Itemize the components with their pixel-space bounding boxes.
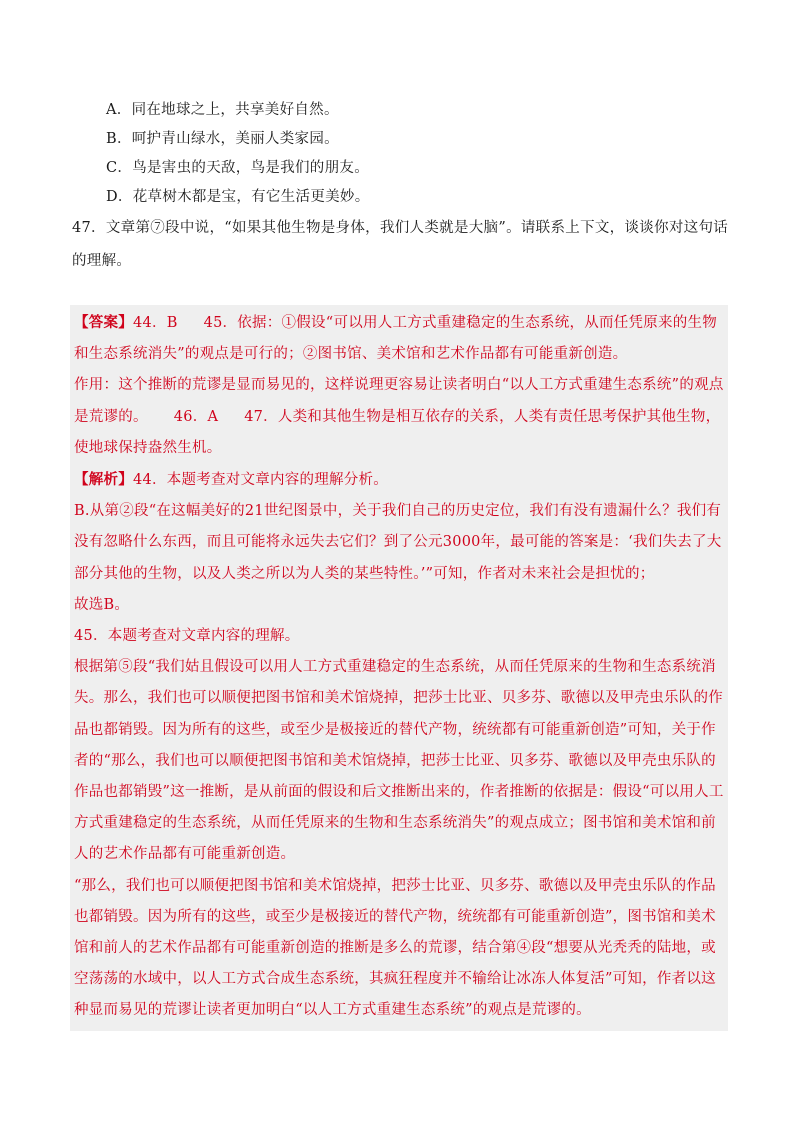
- question-46-options: [72, 96, 732, 212]
- analysis-45-body-2: “那么，我们也可以顺便把图书馆和美术馆烧掉，把莎士比亚、贝多芬、歌德以及甲壳虫乐队的作品也都销毁。因为所有的这些，或至少是极接近的替代产物，统统都有可能重新创造”，图书馆和美术馆和前人的艺术作品都有可能重新创造的推断是多么的荒谬，结合第④段“想要从光秃秃的陆地，或空荡荡的水域中，以人工方式合成生态系统，其疯狂程度并不输给让冰冻人体复活”可知，作者以这种显而易见的荒谬让读者更加明白“以人工方式重建生态系统”的观点是荒谬的。: [74, 877, 716, 1019]
- option-c: C．鸟是害虫的天敌，鸟是我们的朋友。: [106, 160, 369, 176]
- answer-46: 46．A: [173, 408, 219, 425]
- answer-analysis-block: [70, 305, 728, 1031]
- question-47: 47．文章第⑦段中说，“如果其他生物是身体，我们人类就是大脑”。请联系上下文，谈谈你对这句话的理解。: [72, 220, 729, 269]
- answer-44: 44．B: [133, 315, 178, 331]
- analysis-45-intro: 45．本题考查对文章内容的理解。: [74, 628, 300, 645]
- analysis-tag: 【解析】: [74, 471, 133, 489]
- answer-tag: 【答案】: [74, 314, 133, 331]
- option-a: A．同在地球之上，共享美好自然。: [106, 102, 339, 118]
- analysis-44-intro-text: 44．本题考查对文章内容的理解分析。: [133, 472, 388, 489]
- answer-47: 47．人类和其他生物是相互依存的关系，人类有责任思考保护其他生物，使地球保持盎然生机。: [74, 408, 721, 456]
- option-d: D．花草树木都是宝，有它生活更美妙。: [106, 189, 370, 205]
- answer-paragraph: [74, 307, 724, 370]
- option-b: B．呵护青山绿水，美丽人类家园。: [106, 131, 339, 147]
- answer-45-effect: 作用：这个推断的荒谬是显而易见的，这样说理更容易让读者明白“以人工方式重建生态系统”的观点是荒谬的。: [74, 377, 724, 425]
- analysis-44-conclusion: 故选B。: [74, 596, 130, 613]
- analysis-45-body-1: 根据第⑤段“我们姑且假设可以用人工方式重建稳定的生态系统，从而任凭原来的生物和生态系统消失。那么，我们也可以顺便把图书馆和美术馆烧掉，把莎士比亚、贝多芬、歌德以及甲壳虫乐队的作品也都销毁。因为所有的这些，或至少是极接近的替代产物，统统都有可能重新创造”可知，关于作者的“那么，我们也可以顺便把图书馆和美术馆烧掉，把莎士比亚、贝多芬、歌德以及甲壳虫乐队的作品也都销毁”这一推断，是从前面的假设和后文推断出来的，作者推断的依据是：假设“可以用人工方式重建稳定的生态系统，从而任凭原来的生物和生态系统消失”的观点成立；图书馆和美术馆和前人的艺术作品都有可能重新创造。: [74, 659, 724, 863]
- answer-45-basis: 45．依据：①假设“可以用人工方式重建稳定的生态系统，从而任凭原来的生物和生态系统消失”的观点是可行的；②图书馆、美术馆和艺术作品都有可能重新创造。: [74, 315, 717, 363]
- analysis-44-intro: [74, 464, 724, 496]
- answer-paragraph-2: [74, 370, 724, 464]
- analysis-44-body: B.从第②段“在这幅美好的21世纪图景中，关于我们自己的历史定位，我们有没有遗漏什么？我们有没有忽略什么东西，而且可能将永远失去它们？到了公元3000年，最可能的答案是：‘我们失去了大部分其他的生物，以及人类之所以为人类的某些特性。’”可知，作者对未来社会是担忧的；: [74, 503, 722, 582]
